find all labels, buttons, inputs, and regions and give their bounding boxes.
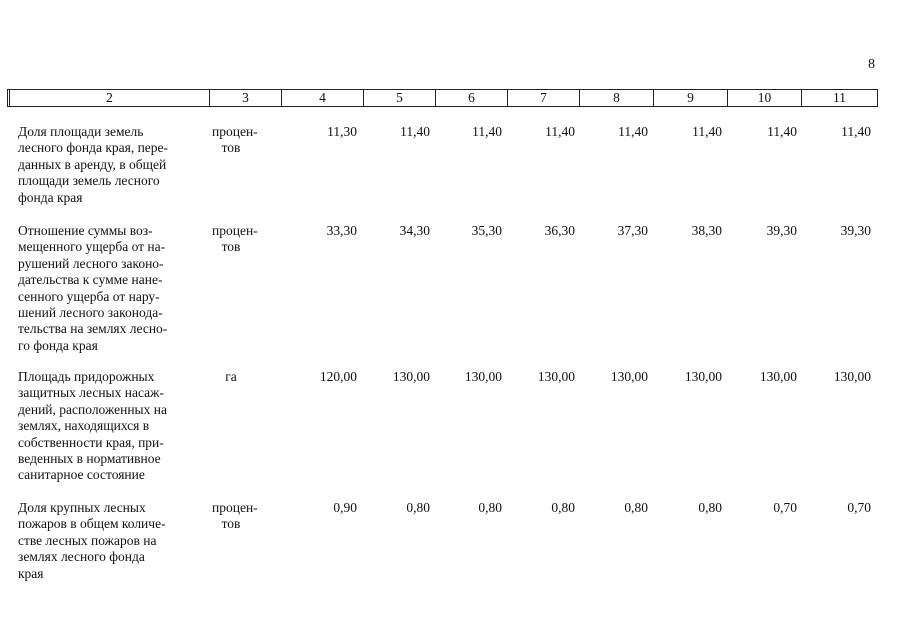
value-col-7: 36,30	[544, 223, 575, 238]
value-col-7: 0,80	[551, 500, 575, 515]
row-description: Отношение суммы воз- мещенного ущерба от на- рушений лесного законо- дательства к сумме нане- сенного ущерба от нару- шений лесного законода- тельства на землях лесно- го фонда края	[18, 223, 168, 353]
row-description: Площадь придорожных защитных лесных насаж- дений, расположенных на землях, находящихся в собственности края, при- веденных в нормативное санитарное состояние	[18, 369, 167, 483]
value-col-8: 130,00	[610, 369, 648, 384]
row-unit: процен- тов	[212, 124, 258, 156]
value-col-6: 11,40	[472, 124, 502, 139]
value-col-8: 0,80	[624, 500, 648, 515]
row-unit: процен- тов	[212, 223, 258, 255]
header-cell-8: 8	[580, 90, 654, 107]
value-col-11: 11,40	[841, 124, 871, 139]
value-col-11: 0,70	[847, 500, 871, 515]
value-col-10: 0,70	[773, 500, 797, 515]
row-unit: процен- тов	[212, 500, 258, 532]
value-col-8: 11,40	[618, 124, 648, 139]
value-col-11: 39,30	[840, 223, 871, 238]
header-cell-3: 3	[210, 90, 282, 107]
value-col-10: 39,30	[766, 223, 797, 238]
value-col-4: 0,90	[333, 500, 357, 515]
column-number-header	[7, 89, 878, 107]
header-cell-6: 6	[436, 90, 508, 107]
row-unit: га	[225, 369, 237, 384]
page-number: 8	[868, 57, 875, 72]
value-col-5: 130,00	[392, 369, 430, 384]
value-col-5: 11,40	[400, 124, 430, 139]
header-cell-11: 11	[802, 90, 878, 107]
header-cell-2: 2	[10, 90, 210, 107]
header-cell-7: 7	[508, 90, 580, 107]
value-col-6: 35,30	[471, 223, 502, 238]
value-col-9: 130,00	[684, 369, 722, 384]
value-col-8: 37,30	[617, 223, 648, 238]
row-description: Доля крупных лесных пожаров в общем количе- стве лесных пожаров на землях лесного фонда края	[18, 500, 166, 581]
header-cell-4: 4	[282, 90, 364, 107]
value-col-7: 11,40	[545, 124, 575, 139]
value-col-7: 130,00	[537, 369, 575, 384]
header-cell-5: 5	[364, 90, 436, 107]
value-col-10: 130,00	[759, 369, 797, 384]
header-cell-10: 10	[728, 90, 802, 107]
value-col-9: 38,30	[691, 223, 722, 238]
value-col-10: 11,40	[767, 124, 797, 139]
value-col-4: 33,30	[326, 223, 357, 238]
value-col-9: 0,80	[698, 500, 722, 515]
value-col-11: 130,00	[833, 369, 871, 384]
header-cell-9: 9	[654, 90, 728, 107]
value-col-9: 11,40	[692, 124, 722, 139]
value-col-6: 130,00	[464, 369, 502, 384]
value-col-6: 0,80	[478, 500, 502, 515]
value-col-4: 11,30	[327, 124, 357, 139]
row-description: Доля площади земель лесного фонда края, пере- данных в аренду, в общей площади земель лесного фонда края	[18, 124, 169, 205]
value-col-5: 0,80	[406, 500, 430, 515]
value-col-5: 34,30	[399, 223, 430, 238]
value-col-4: 120,00	[319, 369, 357, 384]
